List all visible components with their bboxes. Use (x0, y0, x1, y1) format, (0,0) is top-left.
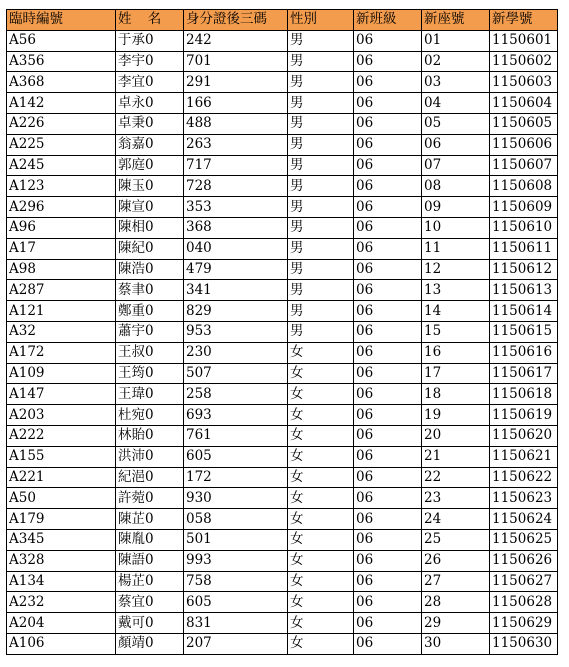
table-row (7, 72, 558, 93)
cell-gender: 男 (288, 113, 354, 134)
table-row (7, 446, 558, 467)
cell-new-student-id: 1150626 (490, 550, 558, 571)
cell-id-last-three: 353 (184, 197, 288, 218)
cell-gender: 女 (288, 571, 354, 592)
cell-gender: 女 (288, 509, 354, 530)
cell-name: 王筠0 (116, 363, 184, 384)
table-row (7, 633, 558, 654)
cell-temp-id: A147 (7, 384, 116, 405)
header-temp-id: 臨時編號 (7, 10, 116, 31)
cell-temp-id: A50 (7, 488, 116, 509)
cell-name: 王瑋0 (116, 384, 184, 405)
cell-name: 李宜0 (116, 72, 184, 93)
cell-name: 蕭宇0 (116, 321, 184, 342)
cell-new-class: 06 (354, 113, 422, 134)
cell-gender: 女 (288, 592, 354, 613)
cell-temp-id: A155 (7, 446, 116, 467)
cell-name: 陳宣0 (116, 197, 184, 218)
cell-id-last-three: 040 (184, 238, 288, 259)
cell-name: 陳芷0 (116, 509, 184, 530)
cell-gender: 男 (288, 134, 354, 155)
cell-gender: 男 (288, 197, 354, 218)
cell-name: 李宇0 (116, 51, 184, 72)
cell-new-student-id: 1150628 (490, 592, 558, 613)
cell-id-last-three: 501 (184, 529, 288, 550)
table-row (7, 550, 558, 571)
cell-new-student-id: 1150621 (490, 446, 558, 467)
cell-id-last-three: 758 (184, 571, 288, 592)
cell-new-class: 06 (354, 488, 422, 509)
cell-id-last-three: 207 (184, 633, 288, 654)
cell-new-seat: 19 (422, 405, 490, 426)
cell-name: 郭庭0 (116, 155, 184, 176)
cell-temp-id: A221 (7, 467, 116, 488)
cell-gender: 男 (288, 155, 354, 176)
cell-new-class: 06 (354, 633, 422, 654)
cell-temp-id: A345 (7, 529, 116, 550)
table-row (7, 592, 558, 613)
cell-gender: 男 (288, 238, 354, 259)
cell-id-last-three: 930 (184, 488, 288, 509)
cell-new-class: 06 (354, 592, 422, 613)
cell-temp-id: A356 (7, 51, 116, 72)
table-row (7, 51, 558, 72)
cell-new-student-id: 1150603 (490, 72, 558, 93)
cell-name: 于承0 (116, 30, 184, 51)
cell-new-class: 06 (354, 613, 422, 634)
cell-temp-id: A172 (7, 342, 116, 363)
cell-new-class: 06 (354, 509, 422, 530)
table-row (7, 405, 558, 426)
roster-body (7, 30, 558, 654)
header-row (7, 10, 558, 31)
cell-id-last-three: 166 (184, 93, 288, 114)
cell-name: 楊芷0 (116, 571, 184, 592)
cell-new-class: 06 (354, 384, 422, 405)
header-new-seat: 新座號 (422, 10, 490, 31)
cell-id-last-three: 230 (184, 342, 288, 363)
table-row (7, 238, 558, 259)
table-row (7, 529, 558, 550)
cell-new-student-id: 1150623 (490, 488, 558, 509)
cell-new-student-id: 1150608 (490, 176, 558, 197)
cell-new-seat: 26 (422, 550, 490, 571)
cell-new-seat: 13 (422, 280, 490, 301)
cell-gender: 女 (288, 613, 354, 634)
cell-new-class: 06 (354, 259, 422, 280)
cell-new-student-id: 1150616 (490, 342, 558, 363)
cell-new-class: 06 (354, 280, 422, 301)
cell-new-seat: 22 (422, 467, 490, 488)
header-id-last-three: 身分證後三碼 (184, 10, 288, 31)
cell-gender: 男 (288, 301, 354, 322)
cell-name: 陳語0 (116, 550, 184, 571)
cell-new-seat: 29 (422, 613, 490, 634)
cell-id-last-three: 953 (184, 321, 288, 342)
cell-new-class: 06 (354, 134, 422, 155)
cell-new-student-id: 1150627 (490, 571, 558, 592)
cell-new-seat: 06 (422, 134, 490, 155)
cell-name: 陳相0 (116, 217, 184, 238)
cell-new-class: 06 (354, 217, 422, 238)
cell-gender: 女 (288, 633, 354, 654)
cell-new-class: 06 (354, 405, 422, 426)
table-row (7, 259, 558, 280)
cell-id-last-three: 701 (184, 51, 288, 72)
table-row (7, 134, 558, 155)
table-row (7, 509, 558, 530)
cell-id-last-three: 242 (184, 30, 288, 51)
cell-new-class: 06 (354, 467, 422, 488)
cell-new-class: 06 (354, 529, 422, 550)
cell-name: 陳玉0 (116, 176, 184, 197)
cell-new-student-id: 1150609 (490, 197, 558, 218)
cell-id-last-three: 993 (184, 550, 288, 571)
cell-gender: 女 (288, 363, 354, 384)
cell-new-student-id: 1150614 (490, 301, 558, 322)
table-row (7, 113, 558, 134)
cell-new-seat: 16 (422, 342, 490, 363)
cell-new-seat: 20 (422, 425, 490, 446)
cell-new-seat: 04 (422, 93, 490, 114)
cell-id-last-three: 058 (184, 509, 288, 530)
table-row (7, 342, 558, 363)
cell-new-seat: 30 (422, 633, 490, 654)
cell-id-last-three: 341 (184, 280, 288, 301)
cell-temp-id: A287 (7, 280, 116, 301)
cell-id-last-three: 717 (184, 155, 288, 176)
cell-new-seat: 05 (422, 113, 490, 134)
student-roster-sheet (6, 9, 558, 655)
cell-name: 陳紀0 (116, 238, 184, 259)
cell-id-last-three: 829 (184, 301, 288, 322)
table-row (7, 280, 558, 301)
cell-new-class: 06 (354, 93, 422, 114)
student-roster-table (6, 9, 558, 655)
cell-new-seat: 24 (422, 509, 490, 530)
cell-temp-id: A204 (7, 613, 116, 634)
cell-new-seat: 11 (422, 238, 490, 259)
cell-gender: 女 (288, 550, 354, 571)
cell-gender: 男 (288, 30, 354, 51)
table-row (7, 155, 558, 176)
table-row (7, 93, 558, 114)
cell-gender: 男 (288, 259, 354, 280)
table-row (7, 384, 558, 405)
cell-id-last-three: 479 (184, 259, 288, 280)
cell-gender: 女 (288, 342, 354, 363)
cell-new-seat: 03 (422, 72, 490, 93)
cell-new-seat: 18 (422, 384, 490, 405)
header-new-class: 新班級 (354, 10, 422, 31)
cell-new-student-id: 1150618 (490, 384, 558, 405)
cell-new-class: 06 (354, 363, 422, 384)
cell-gender: 女 (288, 467, 354, 488)
cell-name: 陳胤0 (116, 529, 184, 550)
cell-gender: 男 (288, 51, 354, 72)
cell-id-last-three: 605 (184, 592, 288, 613)
cell-new-class: 06 (354, 155, 422, 176)
cell-gender: 女 (288, 425, 354, 446)
cell-new-class: 06 (354, 425, 422, 446)
cell-temp-id: A328 (7, 550, 116, 571)
table-row (7, 301, 558, 322)
cell-new-seat: 23 (422, 488, 490, 509)
cell-id-last-three: 728 (184, 176, 288, 197)
cell-new-class: 06 (354, 342, 422, 363)
header-gender: 性別 (288, 10, 354, 31)
cell-temp-id: A134 (7, 571, 116, 592)
cell-new-class: 06 (354, 321, 422, 342)
cell-temp-id: A98 (7, 259, 116, 280)
cell-temp-id: A121 (7, 301, 116, 322)
cell-temp-id: A106 (7, 633, 116, 654)
cell-temp-id: A245 (7, 155, 116, 176)
cell-temp-id: A225 (7, 134, 116, 155)
cell-new-seat: 28 (422, 592, 490, 613)
table-row (7, 467, 558, 488)
cell-new-student-id: 1150604 (490, 93, 558, 114)
table-row (7, 613, 558, 634)
cell-new-seat: 15 (422, 321, 490, 342)
cell-id-last-three: 831 (184, 613, 288, 634)
cell-id-last-three: 291 (184, 72, 288, 93)
cell-new-class: 06 (354, 571, 422, 592)
table-row (7, 217, 558, 238)
table-row (7, 321, 558, 342)
cell-gender: 女 (288, 405, 354, 426)
cell-name: 鄭重0 (116, 301, 184, 322)
cell-id-last-three: 368 (184, 217, 288, 238)
cell-new-class: 06 (354, 197, 422, 218)
cell-name: 王叔0 (116, 342, 184, 363)
cell-new-seat: 07 (422, 155, 490, 176)
cell-new-student-id: 1150615 (490, 321, 558, 342)
cell-name: 林貽0 (116, 425, 184, 446)
cell-gender: 女 (288, 529, 354, 550)
cell-id-last-three: 693 (184, 405, 288, 426)
cell-gender: 女 (288, 446, 354, 467)
cell-new-seat: 17 (422, 363, 490, 384)
cell-new-seat: 01 (422, 30, 490, 51)
cell-new-class: 06 (354, 51, 422, 72)
cell-id-last-three: 488 (184, 113, 288, 134)
cell-id-last-three: 172 (184, 467, 288, 488)
cell-temp-id: A222 (7, 425, 116, 446)
cell-temp-id: A368 (7, 72, 116, 93)
cell-new-class: 06 (354, 550, 422, 571)
cell-new-student-id: 1150629 (490, 613, 558, 634)
cell-new-class: 06 (354, 176, 422, 197)
cell-name: 翁嘉0 (116, 134, 184, 155)
cell-gender: 男 (288, 72, 354, 93)
cell-name: 戴可0 (116, 613, 184, 634)
cell-new-student-id: 1150610 (490, 217, 558, 238)
cell-new-class: 06 (354, 238, 422, 259)
cell-temp-id: A96 (7, 217, 116, 238)
cell-gender: 男 (288, 93, 354, 114)
header-new-student-id: 新學號 (490, 10, 558, 31)
cell-new-seat: 12 (422, 259, 490, 280)
cell-new-seat: 02 (422, 51, 490, 72)
cell-temp-id: A232 (7, 592, 116, 613)
cell-temp-id: A179 (7, 509, 116, 530)
cell-name: 卓秉0 (116, 113, 184, 134)
cell-name: 顏靖0 (116, 633, 184, 654)
cell-gender: 女 (288, 488, 354, 509)
cell-name: 蔡聿0 (116, 280, 184, 301)
cell-name: 許菀0 (116, 488, 184, 509)
cell-gender: 男 (288, 321, 354, 342)
cell-temp-id: A17 (7, 238, 116, 259)
header-name: 姓 名 (116, 10, 184, 31)
table-row (7, 176, 558, 197)
cell-new-student-id: 1150613 (490, 280, 558, 301)
cell-id-last-three: 761 (184, 425, 288, 446)
cell-temp-id: A226 (7, 113, 116, 134)
cell-new-seat: 14 (422, 301, 490, 322)
table-row (7, 363, 558, 384)
cell-new-seat: 09 (422, 197, 490, 218)
table-row (7, 30, 558, 51)
cell-new-student-id: 1150605 (490, 113, 558, 134)
cell-name: 杜宛0 (116, 405, 184, 426)
cell-new-student-id: 1150612 (490, 259, 558, 280)
cell-new-student-id: 1150622 (490, 467, 558, 488)
cell-new-seat: 25 (422, 529, 490, 550)
cell-temp-id: A296 (7, 197, 116, 218)
cell-temp-id: A56 (7, 30, 116, 51)
table-row (7, 425, 558, 446)
cell-new-seat: 27 (422, 571, 490, 592)
cell-new-class: 06 (354, 301, 422, 322)
cell-name: 洪沛0 (116, 446, 184, 467)
cell-new-student-id: 1150630 (490, 633, 558, 654)
cell-temp-id: A142 (7, 93, 116, 114)
cell-temp-id: A32 (7, 321, 116, 342)
cell-name: 卓永0 (116, 93, 184, 114)
cell-temp-id: A203 (7, 405, 116, 426)
cell-gender: 男 (288, 280, 354, 301)
cell-new-student-id: 1150607 (490, 155, 558, 176)
cell-id-last-three: 263 (184, 134, 288, 155)
cell-gender: 女 (288, 384, 354, 405)
cell-new-class: 06 (354, 446, 422, 467)
cell-id-last-three: 605 (184, 446, 288, 467)
cell-new-student-id: 1150625 (490, 529, 558, 550)
cell-new-student-id: 1150624 (490, 509, 558, 530)
cell-name: 紀浥0 (116, 467, 184, 488)
cell-name: 陳浩0 (116, 259, 184, 280)
table-row (7, 197, 558, 218)
cell-id-last-three: 507 (184, 363, 288, 384)
cell-name: 蔡宜0 (116, 592, 184, 613)
cell-new-seat: 10 (422, 217, 490, 238)
cell-gender: 男 (288, 176, 354, 197)
table-row (7, 488, 558, 509)
cell-new-student-id: 1150619 (490, 405, 558, 426)
cell-new-student-id: 1150606 (490, 134, 558, 155)
cell-new-seat: 08 (422, 176, 490, 197)
cell-new-student-id: 1150601 (490, 30, 558, 51)
cell-new-student-id: 1150602 (490, 51, 558, 72)
cell-temp-id: A109 (7, 363, 116, 384)
cell-new-class: 06 (354, 72, 422, 93)
cell-new-class: 06 (354, 30, 422, 51)
cell-temp-id: A123 (7, 176, 116, 197)
cell-new-seat: 21 (422, 446, 490, 467)
cell-new-student-id: 1150611 (490, 238, 558, 259)
cell-id-last-three: 258 (184, 384, 288, 405)
cell-new-student-id: 1150617 (490, 363, 558, 384)
table-row (7, 571, 558, 592)
cell-new-student-id: 1150620 (490, 425, 558, 446)
cell-gender: 男 (288, 217, 354, 238)
